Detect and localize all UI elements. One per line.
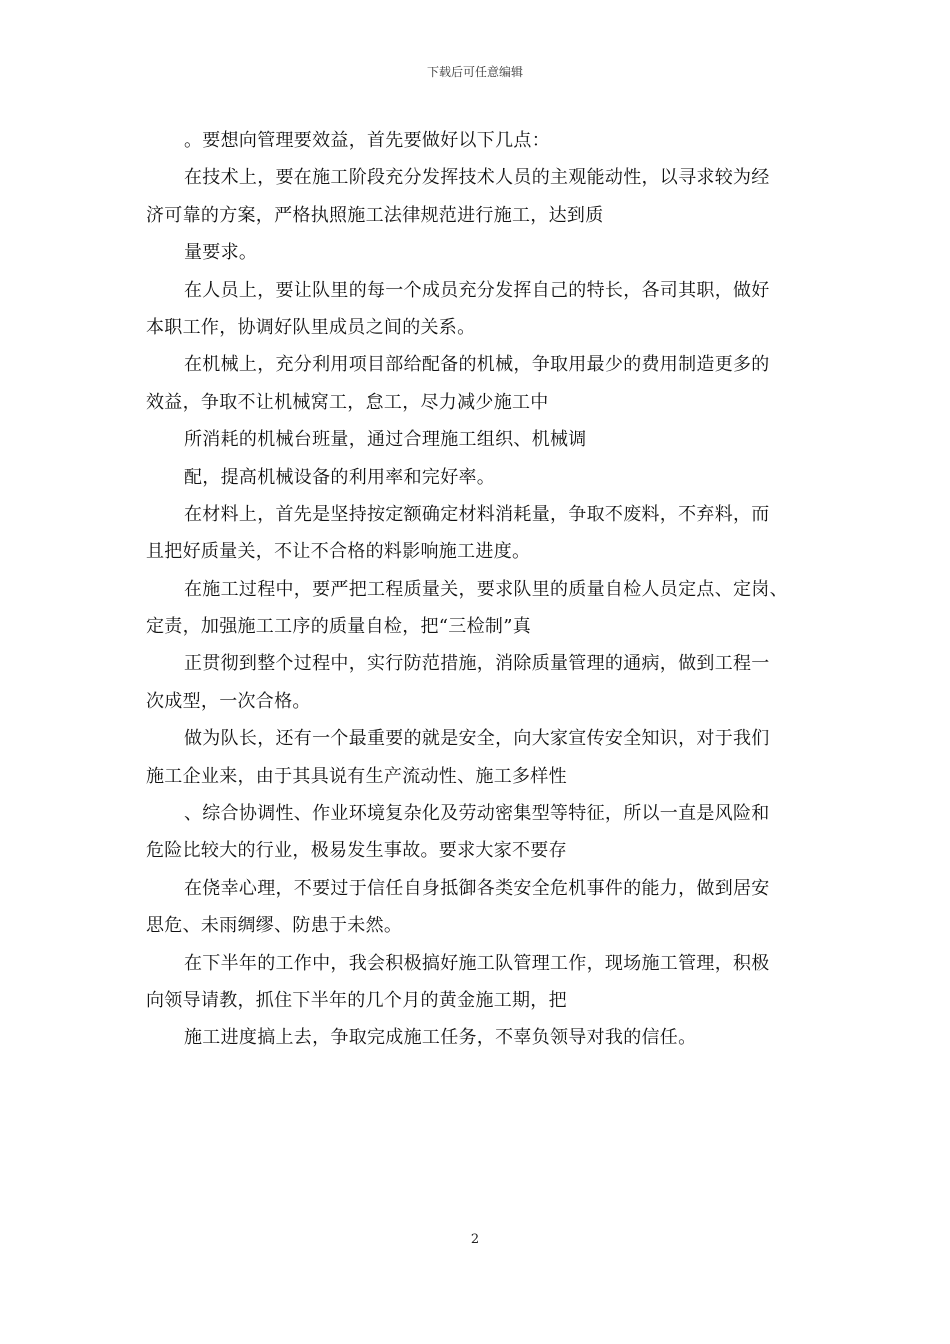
document-body xyxy=(146,122,816,1057)
text-line: 施工企业来，由于其具说有生产流动性、施工多样性 xyxy=(146,765,567,787)
text-line: 量要求。 xyxy=(184,242,258,264)
text-line: 向领导请教，抓住下半年的几个月的黄金施工期，把 xyxy=(146,989,567,1011)
text-line: 在材料上，首先是坚持按定额确定材料消耗量，争取不废料，不弃料，而 xyxy=(184,503,770,525)
text-line: 在技术上，要在施工阶段充分发挥技术人员的主观能动性，以寻求较为经 xyxy=(184,167,770,189)
text-line: 在人员上，要让队里的每一个成员充分发挥自己的特长，各司其职，做好 xyxy=(184,279,770,301)
text-line: 本职工作，协调好队里成员之间的关系。 xyxy=(146,316,476,338)
text-line: 在施工过程中，要严把工程质量关，要求队里的质量自检人员定点、定岗、 xyxy=(184,578,788,600)
text-line: 效益，争取不让机械窝工，怠工，尽力减少施工中 xyxy=(146,391,549,413)
text-line: 次成型，一次合格。 xyxy=(146,690,311,712)
text-line: 思危、未雨绸缪、防患于未然。 xyxy=(146,915,403,937)
text-line: 所消耗的机械台班量，通过合理施工组织、机械调 xyxy=(184,429,587,451)
text-line: 危险比较大的行业，极易发生事故。要求大家不要存 xyxy=(146,840,567,862)
text-line: 施工进度搞上去，争取完成施工任务，不辜负领导对我的信任。 xyxy=(184,1027,697,1049)
text-line: 、综合协调性、作业环境复杂化及劳动密集型等特征，所以一直是风险和 xyxy=(184,803,770,825)
text-line: 在下半年的工作中，我会积极搞好施工队管理工作，现场施工管理，积极 xyxy=(184,952,770,974)
text-line: 且把好质量关，不让不合格的料影响施工进度。 xyxy=(146,541,531,563)
text-line: 在侥幸心理，不要过于信任自身抵御各类安全危机事件的能力，做到居安 xyxy=(184,877,770,899)
text-line: 。要想向管理要效益，首先要做好以下几点： xyxy=(184,130,550,151)
page-header: 下载后可任意编辑 xyxy=(426,65,523,79)
text-line: 配，提高机械设备的利用率和完好率。 xyxy=(184,466,496,488)
page-number: 2 xyxy=(470,1232,480,1247)
text-line: 在机械上，充分利用项目部给配备的机械，争取用最少的费用制造更多的 xyxy=(184,354,770,376)
text-line: 定责，加强施工工序的质量自检，把“三检制”真 xyxy=(146,616,532,638)
text-line: 正贯彻到整个过程中，实行防范措施，消除质量管理的通病，做到工程一 xyxy=(184,653,770,675)
text-line: 做为队长，还有一个最重要的就是安全，向大家宣传安全知识，对于我们 xyxy=(184,728,770,750)
text-line: 济可靠的方案，严格执照施工法律规范进行施工，达到质 xyxy=(146,204,604,226)
